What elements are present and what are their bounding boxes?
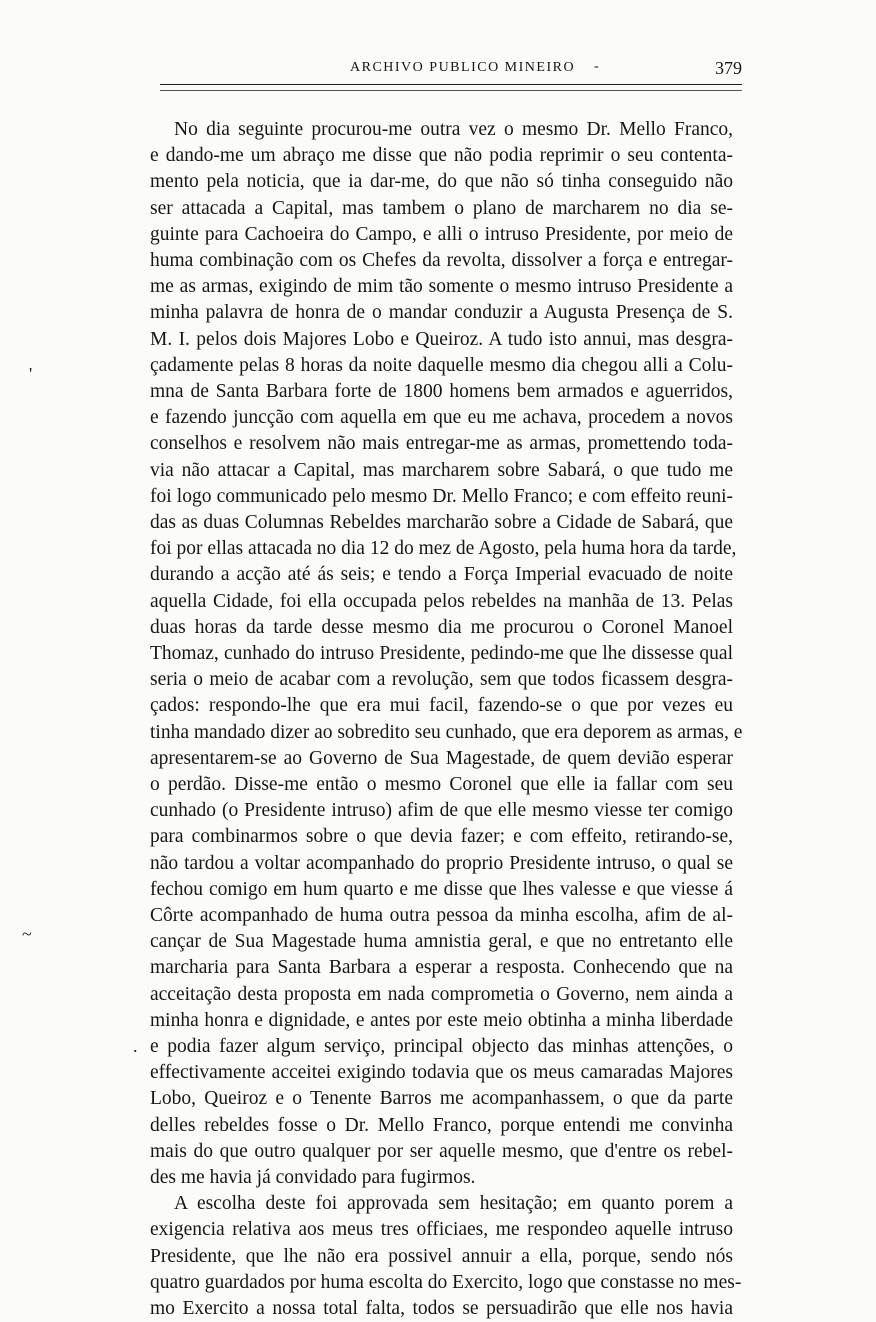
text-line: cunhado (o Presidente intruso) afim de que elle mesmo viesse ter comigo (150, 800, 733, 822)
header-title: ARCHIVO PUBLICO MINEIRO (350, 60, 576, 75)
header-rule (160, 84, 742, 91)
running-header (160, 58, 742, 84)
margin-mark: ' (29, 364, 33, 384)
text-line: exigencia relativa aos meus tres officiaes, me respondeo aquelle intruso (150, 1219, 733, 1241)
text-line: aquella Cidade, foi ella occupada pelos rebeldes na manhãa de 13. Pelas (150, 590, 733, 612)
text-line: apresentarem-se ao Governo de Sua Magestade, de quem devião esperar (150, 747, 733, 769)
text-line: e fazendo juncção com aquella em que eu me achava, procedem a novos (150, 407, 733, 429)
text-line: Lobo, Queiroz e o Tenente Barros me acompanhassem, o que da parte (150, 1088, 733, 1110)
text-line: cançar de Sua Magestade huma amnistia geral, e que no entretanto elle (150, 931, 733, 953)
text-line: acceitação desta proposta em nada comprometia o Governo, nem ainda a (150, 983, 733, 1005)
text-line: seria o meio de acabar com a revolução, sem que todos ficassem desgra- (150, 669, 733, 691)
text-line: mo Exercito a nossa total falta, todos se persuadirão que elle nos havia (150, 1298, 733, 1319)
text-line: me as armas, exigindo de mim tão somente o mesmo intruso Presidente a (150, 276, 733, 298)
text-line: ser attacada a Capital, mas tambem o plano de marcharem no dia se- (150, 197, 733, 219)
text-line: M. I. pelos dois Majores Lobo e Queiroz. A tudo isto annui, mas desgra- (150, 328, 733, 350)
text-line: foi por ellas attacada no dia 12 do mez de Agosto, pela huma hora da tarde, (150, 538, 737, 560)
text-line: des me havia já convidado para fugirmos. (150, 1167, 476, 1188)
text-line: minha palavra de honra de o mandar conduzir a Augusta Presença de S. (150, 302, 733, 324)
text-line: para combinarmos sobre o que devia fazer; e com effeito, retirando-se, (150, 826, 733, 848)
text-line: mento pela noticia, que ia dar-me, do que não só tinha conseguido não (150, 171, 733, 193)
margin-mark: ~ (22, 924, 32, 944)
text-line: das as duas Columnas Rebeldes marcharão sobre a Cidade de Sabará, que (150, 512, 733, 533)
text-line: Côrte acompanhado de huma outra pessoa da minha escolha, afim de al- (150, 905, 733, 926)
text-line: duas horas da tarde desse mesmo dia me procurou o Coronel Manoel (150, 616, 733, 638)
text-line: Presidente, que lhe não era possivel annuir a ella, porque, sendo nós (150, 1245, 733, 1267)
text-line: durando a acção até ás seis; e tendo a Força Imperial evacuado de noite (150, 564, 733, 586)
text-line: tinha mandado dizer ao sobredito seu cunhado, que era deporem as armas, e (150, 721, 743, 743)
text-line: minha honra e dignidade, e antes por este meio obtinha a minha liberdade (150, 1009, 733, 1031)
text-line: e podia fazer algum serviço, principal objecto das minhas attenções, o (150, 1036, 733, 1057)
page-number: 379 (715, 58, 742, 78)
text-line: çadamente pelas 8 horas da noite daquelle mesmo dia chegou alli a Colu- (150, 354, 733, 376)
text-line: o perdão. Disse-me então o mesmo Coronel que elle ia fallar com seu (150, 774, 733, 795)
text-line: e dando-me um abraço me disse que não podia reprimir o seu contenta- (150, 145, 733, 167)
text-line: marcharia para Santa Barbara a esperar a resposta. Conhecendo que na (150, 957, 733, 979)
text-line: não tardou a voltar acompanhado do proprio Presidente intruso, o qual se (150, 852, 733, 874)
text-line: Thomaz, cunhado do intruso Presidente, pedindo-me que lhe dissesse qual (150, 643, 733, 664)
text-line: mna de Santa Barbara forte de 1800 homens bem armados e aguerridos, (150, 381, 733, 402)
margin-mark: . (133, 1036, 138, 1056)
text-line: çados: respondo-lhe que era mui facil, fazendo-se o que por vezes eu (150, 695, 733, 717)
text-line: via não attacar a Capital, mas marcharem sobre Sabará, o que tudo me (150, 459, 733, 481)
text-line: A escolha deste foi approvada sem hesitação; em quanto porem a (174, 1193, 733, 1215)
text-line: No dia seguinte procurou-me outra vez o mesmo Dr. Mello Franco, (174, 119, 733, 140)
text-line: guinte para Cachoeira do Campo, e alli o intruso Presidente, por meio de (150, 223, 733, 245)
text-line: delles rebeldes fosse o Dr. Mello Franco, porque entendi me convinha (150, 1114, 733, 1136)
header-mark: - (594, 59, 599, 74)
text-line: mais do que outro qualquer por ser aquelle mesmo, que d'entre os rebel- (150, 1140, 733, 1162)
text-line: effectivamente acceitei exigindo todavia que os meus camaradas Majores (150, 1062, 733, 1084)
text-line: fechou comigo em hum quarto e me disse que lhes valesse e que viesse á (150, 878, 733, 900)
text-line: quatro guardados por huma escolta do Exercito, logo que constasse no mes- (150, 1271, 742, 1293)
text-line: conselhos e resolvem não mais entregar-me as armas, promettendo toda- (150, 433, 733, 455)
text-line: foi logo communicado pelo mesmo Dr. Mello Franco; e com effeito reuni- (150, 485, 733, 507)
text-line: huma combinação com os Chefes da revolta, dissolver a força e entregar- (150, 250, 733, 271)
